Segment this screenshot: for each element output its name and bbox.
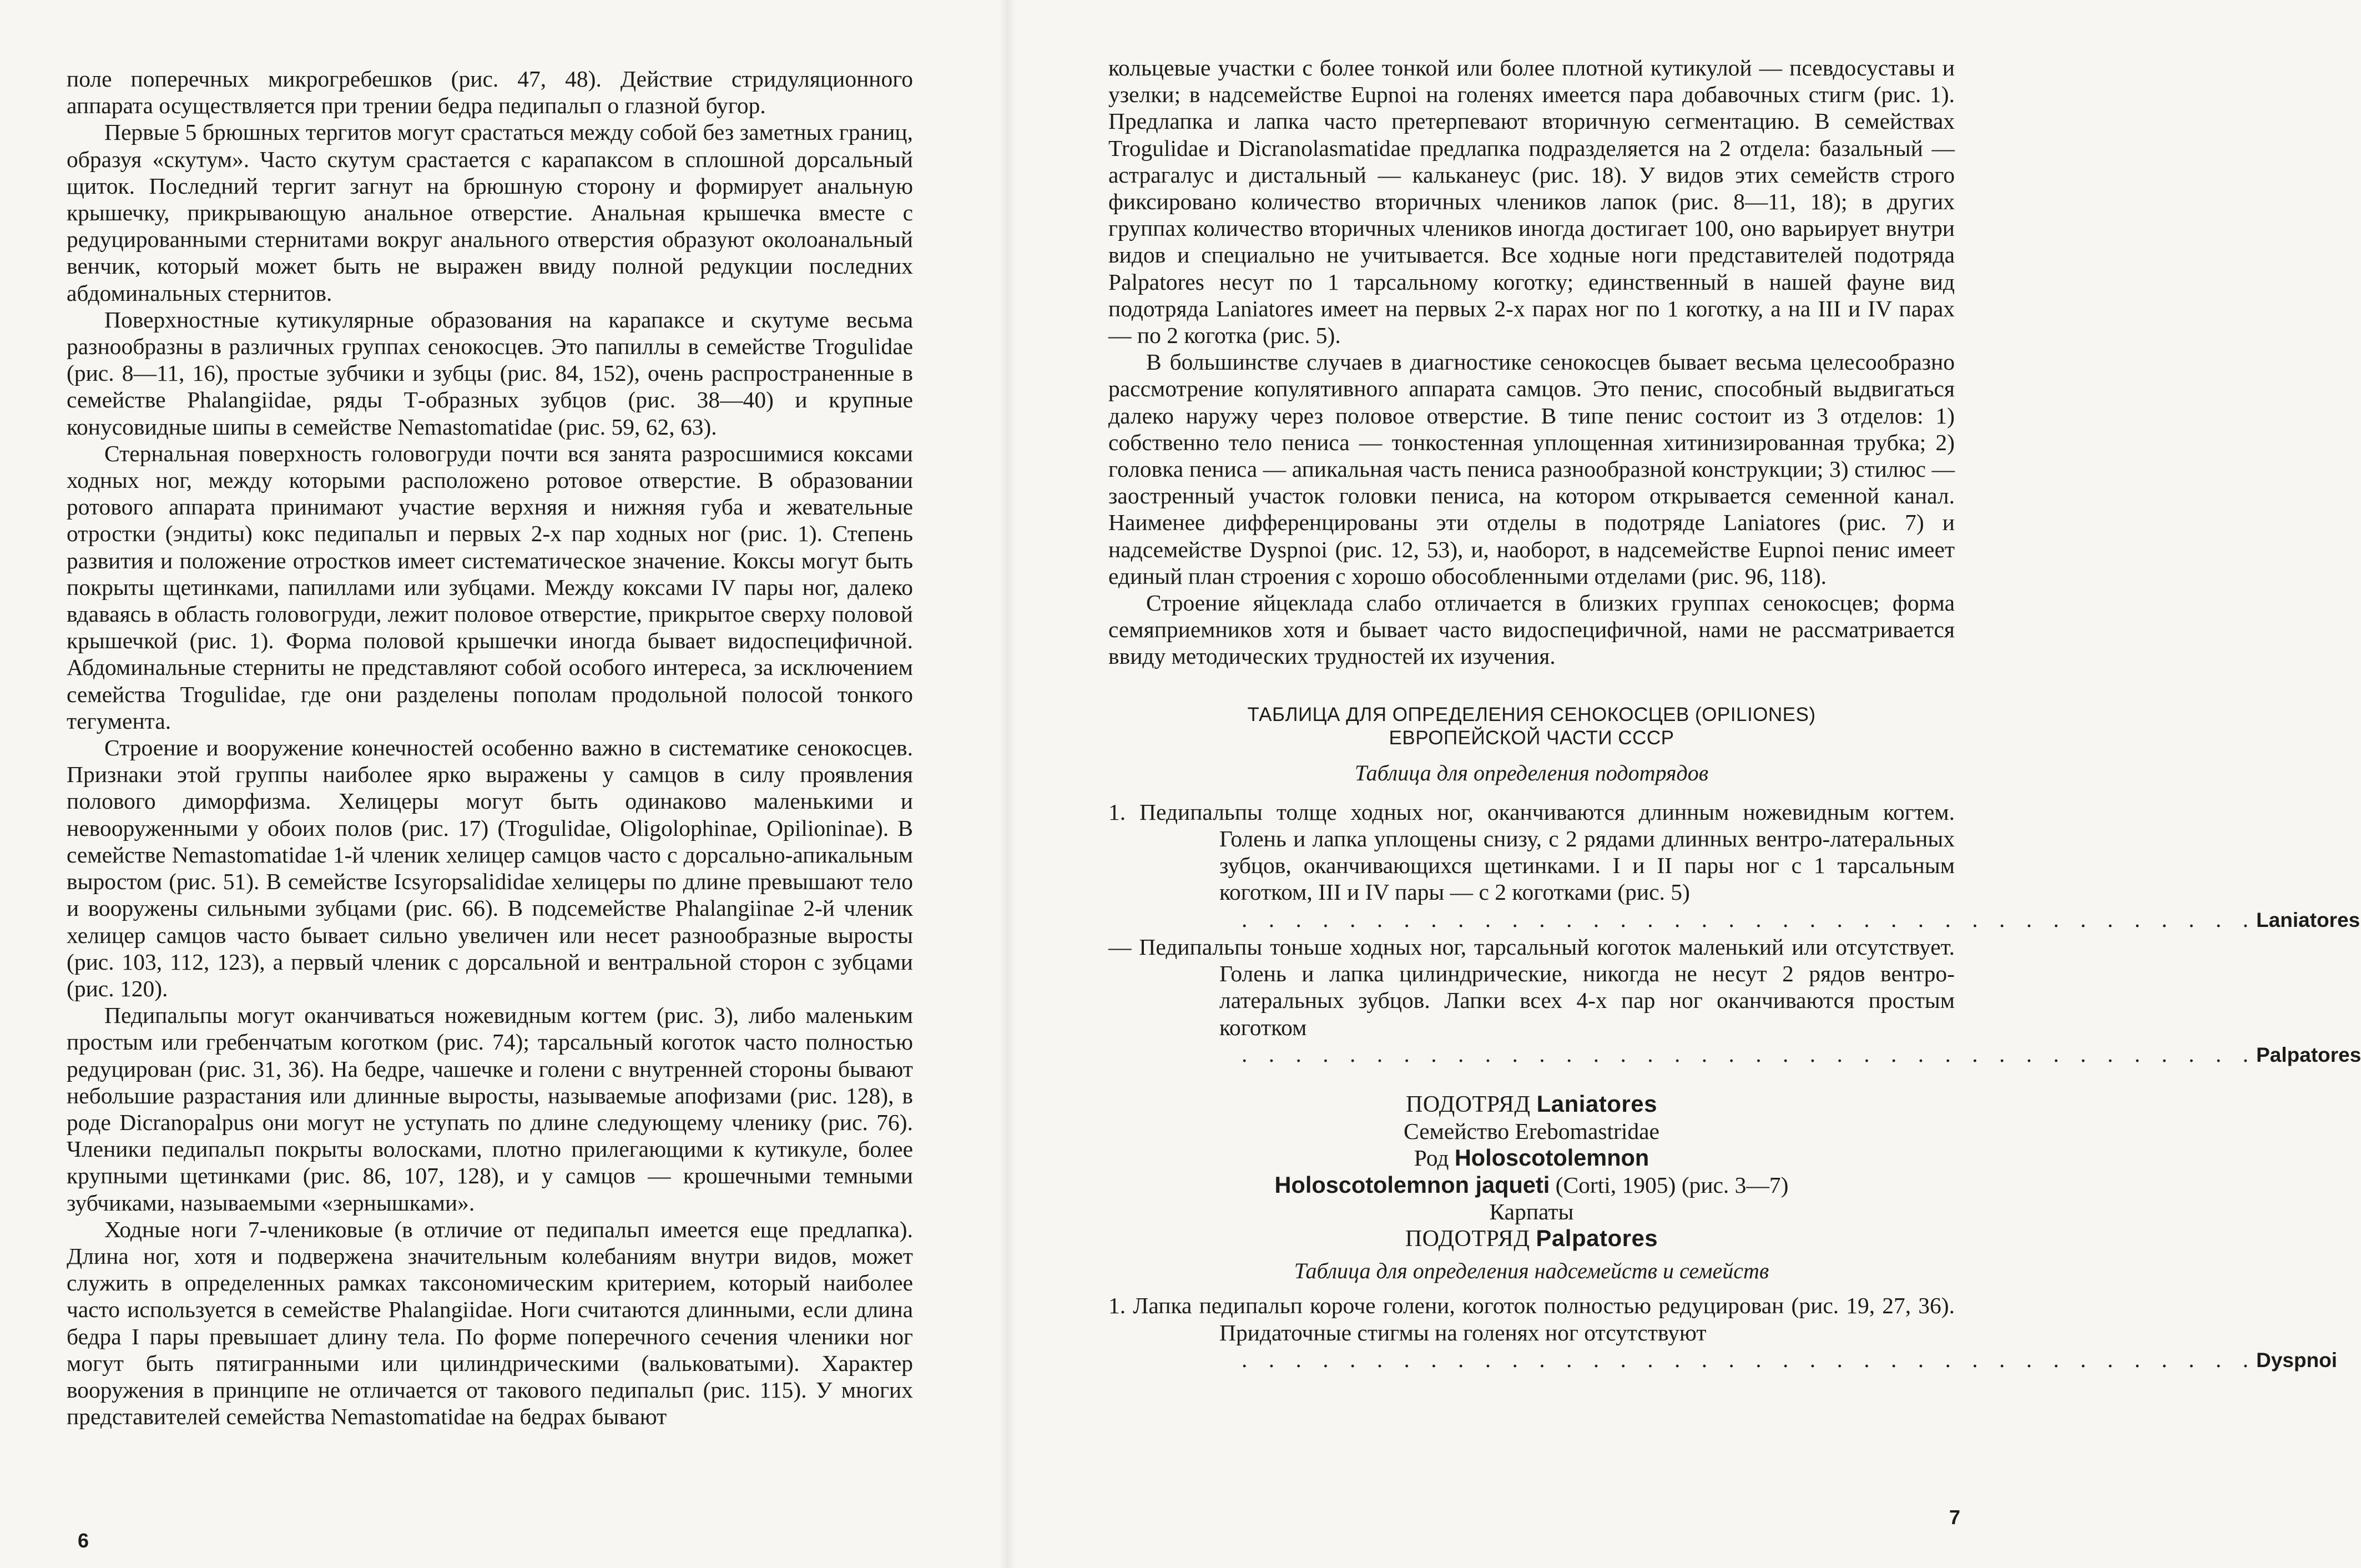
leader-dots: . . . . . . . . . . . . . . . . . . . . . . . . . . . . . . . . . . . . . . bbox=[1242, 1041, 2257, 1067]
species-heading bbox=[1108, 1172, 1955, 1198]
right-page bbox=[1007, 0, 2361, 1568]
key-result-palpatores: Palpatores bbox=[2256, 1043, 2361, 1066]
paragraph: Поверхностные кутикулярные образования на карапаксе и скутуме весьма разнообразны в различных группах сенокосцев. Это папиллы в семействе Trogulidae (рис. 8—11, 16), простые зубчики и зубцы (рис. 84, 152), очень распространенные в семействе Phalangiidae, ряды Т-образных зубцов (рис. 38—40) и крупные конусовидные шипы в семействе Nemastomatidae (рис. 59, 62, 63). bbox=[67, 306, 913, 440]
genus-heading bbox=[1108, 1145, 1955, 1171]
page-number-right: 7 bbox=[1949, 1506, 1961, 1529]
paragraph: В большинстве случаев в диагностике сенокосцев бывает весьма целесообразно рассмотрение копулятивного аппарата самцов. Это пенис, способный выдвигаться далеко наружу через половое отверстие. В типе пенис состоит из 3 отделов: 1) собственно тело пениса — тонкостенная уплощенная хитинизированная трубка; 2) головка пениса — апикальная часть пениса разнообразной конструкции; 3) стилюс — заостренный участок головки пениса, на котором открывается семенной канал. Наименее дифференцированы эти отделы в подотряде Laniatores (рис. 7) и надсемействе Dyspnoi (рис. 12, 53), и, наоборот, в надсемействе Eupnoi пенис имеет единый план строения с хорошо обособленными отделами (рис. 96, 118). bbox=[1108, 349, 1955, 589]
key-result-laniatores: Laniatores bbox=[2256, 908, 2360, 931]
table-title-line1: ТАБЛИЦА ДЛЯ ОПРЕДЕЛЕНИЯ СЕНОКОСЦЕВ (OPILIONES) bbox=[1247, 703, 1816, 725]
species-name: Holoscotolemnon jaqueti bbox=[1274, 1171, 1550, 1198]
suborder-name: Palpatores bbox=[1536, 1224, 1658, 1251]
suborder-prefix: ПОДОТРЯД bbox=[1405, 1226, 1530, 1252]
paragraph: Строение яйцеклада слабо отличается в близких группах сенокосцев; форма семяприемников хотя и бывает часто видоспецифичной, нами не рассматривается ввиду методических трудностей их изучения. bbox=[1108, 590, 1955, 669]
leader-dots: . . . . . . . . . . . . . . . . . . . . . . . . . . . . . . . . . . . . . . bbox=[1242, 1346, 2257, 1372]
superfamily-key-title: Таблица для определения надсемейств и семейств bbox=[1294, 1258, 1769, 1284]
left-text-column bbox=[67, 65, 913, 1430]
suborder-name: Laniatores bbox=[1536, 1090, 1657, 1117]
paragraph: Первые 5 брюшных тергитов могут срастаться между собой без заметных границ, образуя «скутум». Часто скутум срастается с карапаксом в сплошной дорсальный щиток. Последний тергит загнут на брюшную сторону и формирует анальную крышечку, прикрывающую анальное отверстие. Анальная крышечка вместе с редуцированными стернитами вокруг анального отверстия образуют околоанальный венчик, который может быть не выражен ввиду полной редукции последних абдоминальных стернитов. bbox=[67, 119, 913, 306]
species-author: (Corti, 1905) (рис. 3—7) bbox=[1555, 1172, 1789, 1198]
paragraph: кольцевые участки с более тонкой или более плотной кутикулой — псевдосуставы и узелки; в надсемействе Eupnoi на голенях имеется пара добавочных стигм (рис. 1). Предлапка и лапка часто претерпевают вторичную сегментацию. В семействах Trogulidae и Dicranolasmatidae предлапка подразделяется на 2 отдела: базальный — астрагалус и дистальный — кальканеус (рис. 18). У видов этих семейств строго фиксировано количество вторичных члеников лапок (рис. 8—11, 18); в других группах количество вторичных члеников иногда достигает 100, оно варьирует внутри видов и специально не учитывается. Все ходные ноги представителей подотряда Palpatores несут по 1 тарсальному коготку; единственный в нашей фауне вид подотряда Laniatores имеет на первых 2-х парах ног по 1 коготку, а на III и IV парах — по 2 коготка (рис. 5). bbox=[1108, 55, 1955, 349]
genus-name: Holoscotolemnon bbox=[1454, 1145, 1649, 1171]
table-title-line2: ЕВРОПЕЙСКОЙ ЧАСТИ СССР bbox=[1389, 727, 1674, 749]
suborder-prefix: ПОДОТРЯД bbox=[1406, 1091, 1531, 1117]
locality: Карпаты bbox=[1489, 1198, 1574, 1224]
left-page bbox=[0, 0, 1007, 1568]
genus-prefix: Род bbox=[1414, 1145, 1449, 1171]
paragraph: Строение и вооружение конечностей особенно важно в систематике сенокосцев. Признаки этой группы наиболее ярко выражены у самцов в силу проявления полового диморфизма. Хелицеры могут быть одинаково маленькими и невооруженными у обоих полов (рис. 17) (Trogulidae, Oligolophinae, Opilioninae). В семействе Nemastomatidae 1-й членик хелицер самцов часто с дорсально-апикальным выростом (рис. 51). В семействе Icsyropsalididae хелицеры по длине превышают тело и вооружены сильными зубцами (рис. 66). В подсемействе Phalangiinae 2-й членик хелицер самцов часто бывает сильно увеличен или несет разнообразные выросты (рис. 103, 112, 123), а первый членик с дорсальной и вентральной сторон с зубцами (рис. 120). bbox=[67, 735, 913, 1001]
suborder-key-title: Таблица для определения подотрядов bbox=[1354, 760, 1709, 785]
suborder-heading-laniatores bbox=[1108, 1091, 1955, 1118]
paragraph: Педипальпы могут оканчиваться ножевидным когтем (рис. 3), либо маленьким простым или гребенчатым коготком (рис. 74); тарсальный коготок часто полностью редуцирован (рис. 31, 36). На бедре, чашечке и голени с внутренней стороны бывают небольшие разрастания или длинные выросты, называемые апофизами (рис. 128), в роде Dicranopalpus они могут не уступать по длине следующему членику (рис. 76). Членики педипальп покрыты волосками, плотно прилегающими к кутикуле, более крупными щетинками (рис. 86, 107, 128), и у самцов — крошечными темными зубчиками, называемыми «зернышками». bbox=[67, 1002, 913, 1216]
key-result-dyspnoi: Dyspnoi bbox=[2256, 1348, 2338, 1372]
leader-dots: . . . . . . . . . . . . . . . . . . . . . . . . . . . . . . . . . . . . . . bbox=[1242, 906, 2257, 932]
family-heading: Семейство Erebomastridae bbox=[1404, 1118, 1659, 1145]
page-number-left: 6 bbox=[78, 1529, 89, 1552]
paragraph: поле поперечных микрогребешков (рис. 47, 48). Действие стридуляционного аппарата осуществляется при трении бедра педипальп о глазной бугор. bbox=[67, 66, 913, 119]
right-text-column bbox=[1108, 54, 2361, 1374]
paragraph: Ходные ноги 7-члениковые (в отличие от педипальп имеется еще предлапка). Длина ног, хотя и подвержена значительным колебаниям внутри видов, может служить в определенных рамках таксономическим критерием, который наиболее часто используется в семействе Phalangiidae. Ноги считаются длинными, если длина бедра I пары превышает длину тела. По форме поперечного сечения членики ног могут быть пятигранными или цилиндрическими (вальковатыми). Характер вооружения в принципе не отличается от такового педипальп (рис. 115). У многих представителей семейства Nemastomatidae на бедрах бывают bbox=[67, 1216, 913, 1430]
paragraph: Стернальная поверхность головогруди почти вся занята разросшимися коксами ходных ног, между которыми расположено ротовое отверстие. В образовании ротового аппарата принимают участие верхняя и нижняя губа и жевательные отростки (эндиты) кокс педипальп и первых 2-х пар ходных ног (рис. 1). Степень развития и положение отростков имеет систематическое значение. Коксы могут быть покрыты щетинками, папиллами или зубцами. Между коксами IV пары ног, далеко вдаваясь в область головогруди, лежит половое отверстие, прикрытое сверху половой крышечкой (рис. 1). Форма половой крышечки иногда бывает видоспецифичной. Абдоминальные стерниты не представляют собой особого интереса, за исключением семейства Trogulidae, где они разделены пополам продольной полосой тонкого тегумента. bbox=[67, 440, 913, 734]
key-antithesis: — Педипальпы тоньше ходных ног, тарсальный коготок маленький или отсутствует. Голень и лапка цилиндрические, никогда не несут 2 рядов вентро-латеральных зубцов. Лапки всех 4-х пар ног оканчиваются простым коготком bbox=[1108, 934, 1955, 1040]
key-thesis: 1. Педипальпы толще ходных ног, оканчиваются длинным ножевидным когтем. Голень и лапка уплощены снизу, с 2 рядами длинных вентро-латеральных зубцов, оканчивающихся щетинками. I и II пары ног с 1 тарсальным коготком, III и IV пары — с 2 коготками (рис. 5) bbox=[1108, 799, 1955, 905]
suborder-heading-palpatores bbox=[1108, 1225, 1955, 1252]
key-couplet-1 bbox=[1108, 799, 2361, 1068]
key-thesis: 1. Лапка педипальп короче голени, коготок полностью редуцирован (рис. 19, 27, 36). Придаточные стигмы на голенях ног отсутствуют bbox=[1108, 1293, 1955, 1345]
key-couplet-2 bbox=[1108, 1292, 2338, 1374]
